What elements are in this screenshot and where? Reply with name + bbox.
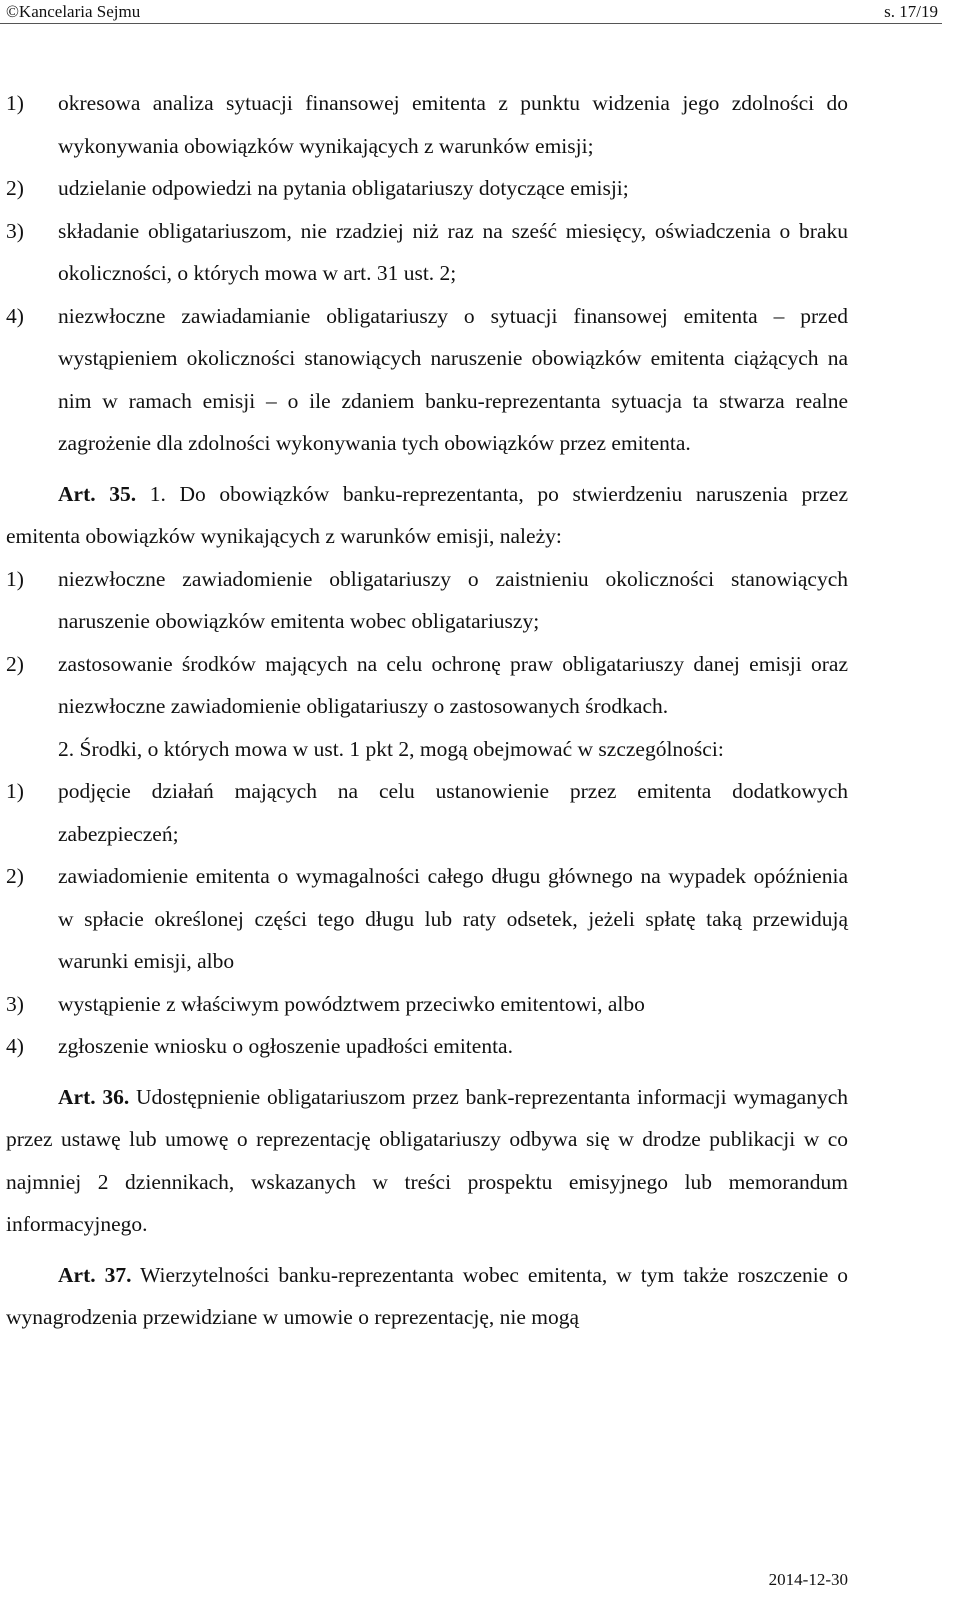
list-item bbox=[6, 82, 848, 167]
item-text: niezwłoczne zawiadamianie obligatariuszy o sytuacji finansowej emitenta – przed wystąpieniem okoliczności stanowiących naruszenie obowiązków emitenta ciążących na nim w ramach emisji – o ile zdaniem banku-reprezentanta sytuacja ta stwarza realne zagrożenie dla zdolności wykonywania tych obowiązków przez emitenta. bbox=[58, 303, 848, 455]
list-item bbox=[6, 210, 848, 295]
item-text: zawiadomienie emitenta o wymagalności całego długu głównego na wypadek opóźnienia w spłacie określonej części tego długu lub raty odsetek, jeżeli spłatę taką przewidują warunki emisji, albo bbox=[58, 864, 848, 973]
list-item bbox=[6, 643, 848, 728]
item-number: 4) bbox=[6, 1034, 24, 1058]
article-35 bbox=[6, 473, 848, 558]
item-number: 1) bbox=[6, 566, 24, 591]
item-text: zgłoszenie wniosku o ogłoszenie upadłości emitenta. bbox=[58, 1034, 513, 1058]
item-text: wystąpienie z właściwym powództwem przeciwko emitentowi, albo bbox=[58, 991, 645, 1016]
article-label: Art. 35. bbox=[58, 481, 137, 506]
item-text: niezwłoczne zawiadomienie obligatariuszy o zaistnieniu okoliczności stanowiących naruszenie obowiązków emitenta wobec obligatariuszy; bbox=[58, 566, 848, 633]
list-item bbox=[6, 295, 848, 465]
list-item bbox=[6, 770, 848, 855]
item-text: udzielanie odpowiedzi na pytania obligatariuszy dotyczące emisji; bbox=[58, 176, 629, 200]
list-item bbox=[6, 1025, 848, 1068]
item-text: składanie obligatariuszom, nie rzadziej niż raz na sześć miesięcy, oświadczenia o braku okoliczności, o których mowa w art. 31 ust. 2; bbox=[58, 218, 848, 285]
page-header bbox=[0, 0, 960, 24]
article-text: Wierzytelności banku-reprezentanta wobec emitenta, w tym także roszczenie o wynagrodzenia przewidziane w umowie o reprezentację, nie mogą bbox=[6, 1262, 848, 1329]
item-number: 1) bbox=[6, 91, 24, 115]
copyright-label: ©Kancelaria Sejmu bbox=[6, 2, 141, 21]
page-date: 2014-12-30 bbox=[768, 1570, 848, 1589]
item-text: podjęcie działań mających na celu ustanowienie przez emitenta dodatkowych zabezpieczeń; bbox=[58, 779, 848, 846]
document-body bbox=[6, 82, 848, 1339]
article-37 bbox=[6, 1254, 848, 1339]
item-number: 2) bbox=[6, 864, 24, 888]
article-35-section-2: 2. Środki, o których mowa w ust. 1 pkt 2, mogą obejmować w szczególności: bbox=[58, 736, 724, 761]
list-item bbox=[6, 983, 848, 1026]
item-number: 2) bbox=[6, 651, 24, 676]
list-item bbox=[6, 855, 848, 983]
article-36 bbox=[6, 1076, 848, 1246]
article-label: Art. 36. bbox=[58, 1084, 130, 1109]
article-label: Art. 37. bbox=[58, 1262, 132, 1287]
list-item bbox=[6, 558, 848, 643]
header-divider bbox=[0, 23, 942, 24]
item-number: 4) bbox=[6, 303, 24, 328]
item-text: zastosowanie środków mających na celu ochronę praw obligatariuszy danej emisji oraz niezwłoczne zawiadomienie obligatariuszy o zastosowanych środkach. bbox=[58, 651, 848, 718]
item-number: 3) bbox=[6, 218, 24, 243]
list-item bbox=[6, 167, 848, 210]
item-number: 2) bbox=[6, 176, 24, 200]
page-number: s. 17/19 bbox=[884, 2, 938, 21]
item-text: okresowa analiza sytuacji finansowej emitenta z punktu widzenia jego zdolności do wykonywania obowiązków wynikających z warunków emisji; bbox=[58, 91, 848, 158]
item-number: 3) bbox=[6, 991, 24, 1016]
item-number: 1) bbox=[6, 779, 24, 803]
article-text: 1. Do obowiązków banku-reprezentanta, po stwierdzeniu naruszenia przez emitenta obowiązków wynikających z warunków emisji, należy: bbox=[6, 481, 848, 548]
article-text: Udostępnienie obligatariuszom przez bank-reprezentanta informacji wymaganych przez ustawę lub umowę o reprezentację obligatariuszy odbywa się w drodze publikacji w co najmniej 2 dziennikach, wskazanych w treści prospektu emisyjnego lub memorandum informacyjnego. bbox=[6, 1084, 848, 1236]
